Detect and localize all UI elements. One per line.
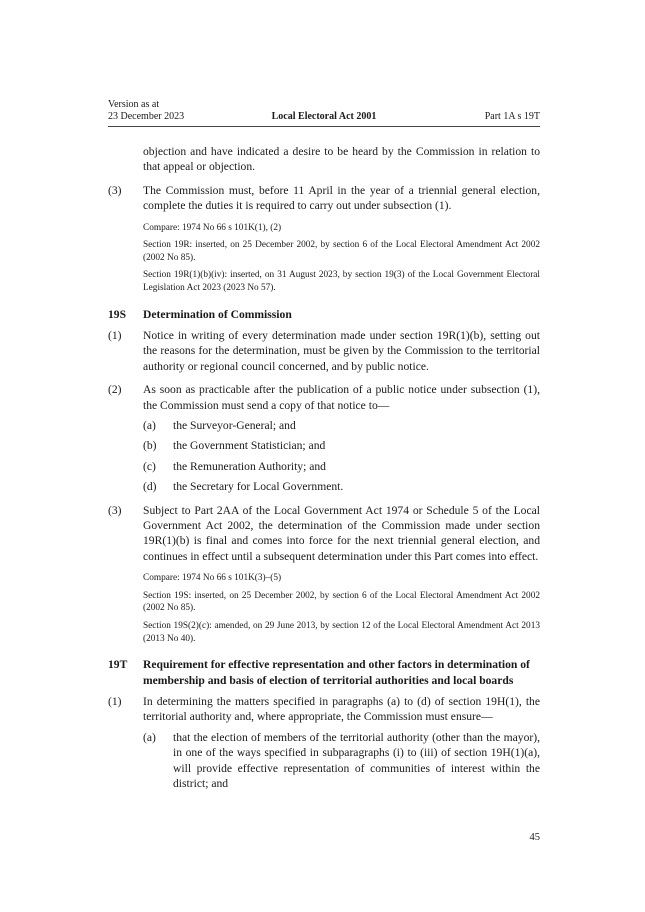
section-title: Requirement for effective representation and other factors in determination of membership and basis of election of territorial authorities and local boards	[143, 658, 530, 687]
header-divider	[108, 126, 540, 127]
section-reference: Part 1A s 19T	[484, 111, 540, 122]
subsection-19s-3	[108, 503, 540, 565]
paragraph-text: that the election of members of the territorial authority (other than the mayor), in one of the ways specified in subparagraphs (i) to (iii) of section 19H(1)(a), will provide effective representation of communities of interest within the district; and	[173, 730, 540, 791]
section-heading-19s	[108, 307, 540, 322]
subsection-19r-3	[108, 183, 540, 214]
paragraph-number: (d)	[143, 480, 157, 494]
compare-note: Compare: 1974 No 66 s 101K(1), (2)	[143, 222, 282, 233]
paragraph-number: (a)	[143, 419, 156, 433]
paragraph-item	[108, 479, 540, 494]
subsection-number: (1)	[108, 329, 122, 342]
section-title: Determination of Commission	[143, 307, 292, 321]
subsection-text: As soon as practicable after the publication of a public notice under subsection (1), the Commission must send a copy of that notice to—	[143, 383, 540, 412]
paragraph-number: (b)	[143, 439, 157, 453]
paragraph-text: the Surveyor-General; and	[173, 419, 296, 433]
subsection-text: Notice in writing of every determination made under section 19R(1)(b), setting out the reasons for the determination, must be given by the Commission to the territorial authority or regional council concerned, and by public notice.	[143, 329, 540, 373]
paragraph-text: the Government Statistician; and	[173, 439, 326, 453]
paragraph-text: the Remuneration Authority; and	[173, 459, 326, 473]
page-number: 45	[529, 832, 540, 843]
subsection-text: In determining the matters specified in paragraphs (a) to (d) of section 19H(1), the territorial authority and, where appropriate, the Commission must ensure—	[143, 695, 540, 724]
compare-note: Compare: 1974 No 66 s 101K(3)–(5)	[143, 573, 282, 584]
act-title: Local Electoral Act 2001	[271, 111, 377, 122]
carry-over-paragraph: objection and have indicated a desire to be heard by the Commission in relation to that appeal or objection.	[143, 145, 540, 174]
version-date: 23 December 2023	[108, 111, 185, 122]
subsection-number: (1)	[108, 695, 122, 709]
section-heading-19t	[108, 657, 540, 688]
history-note: Section 19R: inserted, on 25 December 2002, by section 6 of the Local Electoral Amendment Act 2002 (2002 No 85).	[143, 240, 540, 263]
document-body	[108, 144, 540, 797]
paragraph-number: (a)	[143, 730, 156, 744]
subsection-19s-1	[108, 328, 540, 374]
paragraph-item	[108, 438, 540, 453]
section-number: 19T	[108, 658, 128, 672]
section-number: 19S	[108, 307, 127, 321]
subsection-number: (2)	[108, 383, 122, 397]
paragraph-item	[108, 418, 540, 433]
paragraph-text: the Secretary for Local Government.	[173, 480, 344, 494]
subsection-number: (3)	[108, 503, 122, 517]
history-note: Section 19S(2)(c): amended, on 29 June 2013, by section 12 of the Local Electoral Amendment Act 2013 (2013 No 40).	[143, 621, 540, 644]
subsection-number: (3)	[108, 183, 122, 197]
subsection-text: Subject to Part 2AA of the Local Government Act 1974 or Schedule 5 of the Local Government Act 2002, the determination of the Commission made under section 19R(1)(b) is final and comes into force for the next triennial general election, and continues in effect until a subsequent determination under this Part comes into effect.	[143, 503, 540, 563]
subsection-text: The Commission must, before 11 April in the year of a triennial general election, complete the duties it is required to carry out under subsection (1).	[143, 183, 540, 213]
version-label: Version as at	[108, 99, 160, 110]
history-note: Section 19R(1)(b)(iv): inserted, on 31 August 2023, by section 19(3) of the Local Government Electoral Legislation Act 2023 (2023 No 57).	[143, 270, 540, 293]
paragraph-number: (c)	[143, 459, 156, 473]
subsection-19t-1	[108, 694, 540, 725]
subsection-19s-2	[108, 382, 540, 413]
history-note: Section 19S: inserted, on 25 December 2002, by section 6 of the Local Electoral Amendment Act 2002 (2002 No 85).	[143, 590, 540, 614]
paragraph-item	[108, 459, 540, 474]
paragraph-item	[108, 730, 540, 792]
